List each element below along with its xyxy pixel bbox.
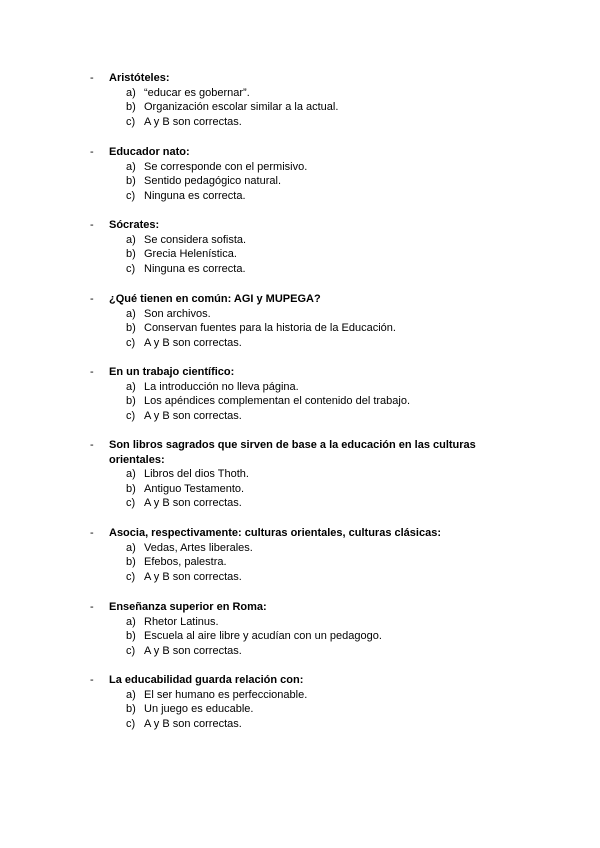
option-text: Escuela al aire libre y acudían con un pedagogo. bbox=[144, 630, 382, 642]
question-bullet: - bbox=[90, 674, 94, 686]
option-text: Organización escolar similar a la actual. bbox=[144, 101, 339, 113]
question-title: Sócrates: bbox=[109, 219, 160, 231]
option-text: Sentido pedagógico natural. bbox=[144, 175, 281, 187]
question-title: Enseñanza superior en Roma: bbox=[109, 601, 267, 613]
option-text: Rhetor Latinus. bbox=[144, 615, 219, 628]
option-text: Vedas, Artes liberales. bbox=[144, 541, 253, 554]
question-title: ¿Qué tienen en común: AGI y MUPEGA? bbox=[109, 293, 321, 305]
option-text: Se corresponde con el permisivo. bbox=[144, 160, 308, 173]
option-letter: b) bbox=[126, 703, 136, 715]
option-letter: b) bbox=[126, 101, 136, 113]
option-letter: c) bbox=[126, 189, 136, 202]
option-text: A y B son correctas. bbox=[144, 717, 242, 730]
option-text: El ser humano es perfeccionable. bbox=[144, 688, 308, 701]
question-bullet: - bbox=[90, 72, 94, 84]
option-text: “educar es gobernar”. bbox=[144, 86, 250, 99]
option-letter: b) bbox=[126, 482, 136, 495]
option-letter: a) bbox=[126, 615, 136, 628]
option-letter: a) bbox=[126, 688, 136, 701]
option-letter: b) bbox=[126, 556, 136, 568]
option-text: La introducción no lleva página. bbox=[144, 380, 299, 393]
question-title: Asocia, respectivamente: culturas orientales, culturas clásicas: bbox=[109, 527, 441, 539]
option-letter: c) bbox=[126, 409, 136, 422]
option-text: Se considera sofista. bbox=[144, 233, 247, 246]
option-text: Ninguna es correcta. bbox=[144, 262, 246, 275]
option-letter: a) bbox=[126, 86, 136, 99]
option-letter: c) bbox=[126, 497, 136, 509]
option-letter: a) bbox=[126, 307, 136, 320]
option-letter: c) bbox=[126, 717, 136, 730]
option-text: Libros del dios Thoth. bbox=[144, 468, 249, 480]
option-letter: a) bbox=[126, 380, 136, 393]
option-text: Ninguna es correcta. bbox=[144, 189, 246, 202]
option-letter: b) bbox=[126, 630, 136, 642]
option-letter: c) bbox=[126, 262, 136, 275]
option-text: A y B son correctas. bbox=[144, 115, 242, 128]
question-bullet: - bbox=[90, 601, 94, 613]
option-letter: c) bbox=[126, 570, 136, 583]
question-bullet: - bbox=[90, 219, 94, 231]
option-letter: b) bbox=[126, 322, 136, 334]
option-text: A y B son correctas. bbox=[144, 570, 242, 583]
option-letter: b) bbox=[126, 395, 136, 407]
option-text: A y B son correctas. bbox=[144, 644, 242, 657]
option-text: Antiguo Testamento. bbox=[144, 482, 245, 495]
option-letter: c) bbox=[126, 336, 136, 349]
question-title: La educabilidad guarda relación con: bbox=[109, 674, 304, 686]
question-bullet: - bbox=[90, 293, 94, 305]
question-title: Aristóteles: bbox=[109, 72, 170, 84]
option-text: Efebos, palestra. bbox=[144, 556, 227, 568]
question-bullet: - bbox=[90, 366, 94, 378]
option-letter: a) bbox=[126, 541, 136, 554]
option-text: Son archivos. bbox=[144, 307, 211, 320]
question-title: Son libros sagrados que sirven de base a la educación en las culturas orientales: bbox=[109, 439, 476, 466]
option-text: Los apéndices complementan el contenido del trabajo. bbox=[144, 395, 411, 407]
option-text: A y B son correctas. bbox=[144, 336, 242, 349]
option-text: A y B son correctas. bbox=[144, 497, 242, 509]
option-letter: c) bbox=[126, 115, 136, 128]
question-bullet: - bbox=[90, 527, 94, 539]
option-letter: c) bbox=[126, 644, 136, 657]
option-text: Grecia Helenística. bbox=[144, 248, 237, 260]
option-letter: a) bbox=[126, 160, 136, 173]
option-letter: a) bbox=[126, 468, 136, 480]
option-letter: b) bbox=[126, 175, 136, 187]
option-text: Un juego es educable. bbox=[144, 703, 254, 715]
option-letter: b) bbox=[126, 248, 136, 260]
option-text: Conservan fuentes para la historia de la Educación. bbox=[144, 322, 396, 334]
question-bullet: - bbox=[90, 439, 94, 451]
option-letter: a) bbox=[126, 233, 136, 246]
question-bullet: - bbox=[90, 146, 94, 158]
option-text: A y B son correctas. bbox=[144, 409, 242, 422]
question-title: Educador nato: bbox=[109, 146, 190, 158]
question-title: En un trabajo científico: bbox=[109, 366, 235, 378]
